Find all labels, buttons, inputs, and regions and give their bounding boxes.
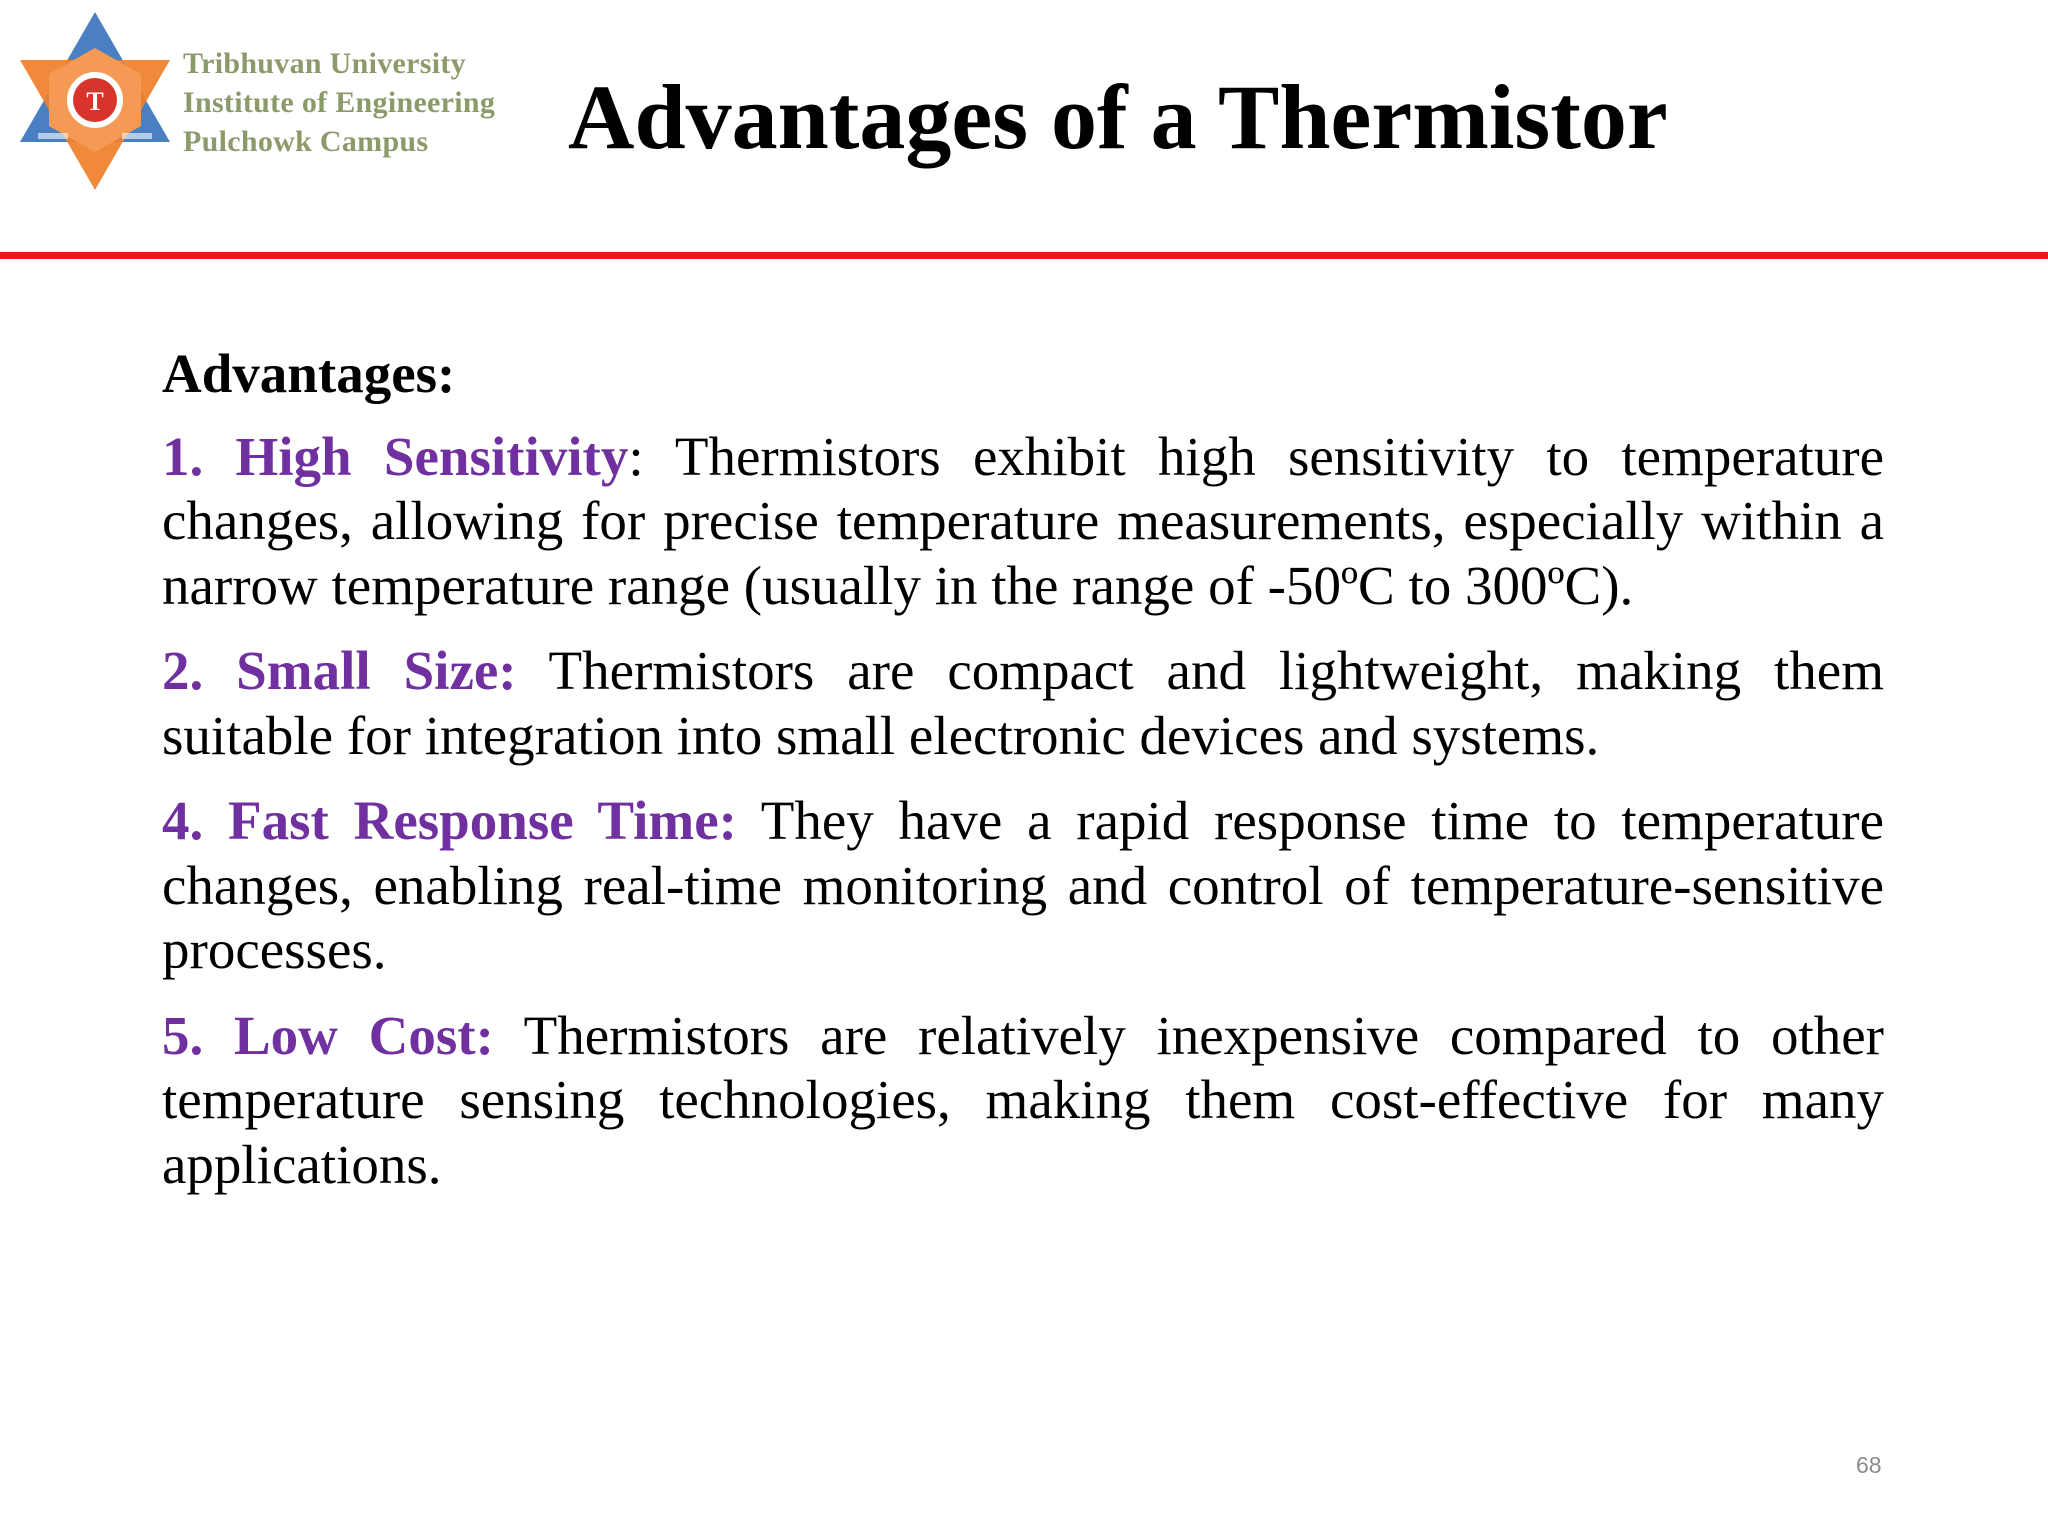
- advantage-item: [162, 789, 1884, 983]
- svg-text:T: T: [86, 87, 104, 116]
- slide-content: [162, 342, 1884, 1218]
- advantage-text: Thermistors are compact and lightweight, making them suitable for integration into small electronic devices and systems.: [162, 640, 1884, 766]
- advantage-label: 1. High Sensitivity: [162, 425, 629, 487]
- advantage-item: [162, 1004, 1884, 1198]
- page-number: 68: [1856, 1452, 1882, 1478]
- institution-line-institute: Institute of Engineering: [183, 86, 496, 119]
- slide-title: Advantages of a Thermistor: [568, 66, 1668, 168]
- advantage-label: 4. Fast Response Time:: [162, 790, 737, 851]
- slide-header: [0, 0, 2048, 260]
- advantage-item: [162, 639, 1884, 768]
- advantage-item: [162, 425, 1884, 619]
- advantage-label: 2. Small Size:: [162, 640, 517, 701]
- advantage-text: Thermistors are relatively inexpensive compared to other temperature sensing technologies, making them cost-effective for many applications.: [162, 1004, 1884, 1195]
- advantage-text: They have a rapid response time to temperature changes, enabling real-time monitoring and control of temperature-sensitive processes.: [162, 790, 1884, 980]
- institution-line-campus: Pulchowk Campus: [183, 125, 429, 158]
- header-divider: [0, 252, 2048, 259]
- advantage-text: : Thermistors exhibit high sensitivity to temperature changes, allowing for precise temperature measurements, especially within a narrow temperature range (usually in the range of -50ºC to 300ºC).: [162, 425, 1884, 616]
- tribhuvan-university-logo-icon: [10, 8, 180, 193]
- institution-name: [183, 44, 495, 161]
- advantages-heading: Advantages:: [162, 343, 456, 404]
- institution-line-university: Tribhuvan University: [183, 47, 466, 80]
- advantage-label: 5. Low Cost:: [162, 1004, 494, 1066]
